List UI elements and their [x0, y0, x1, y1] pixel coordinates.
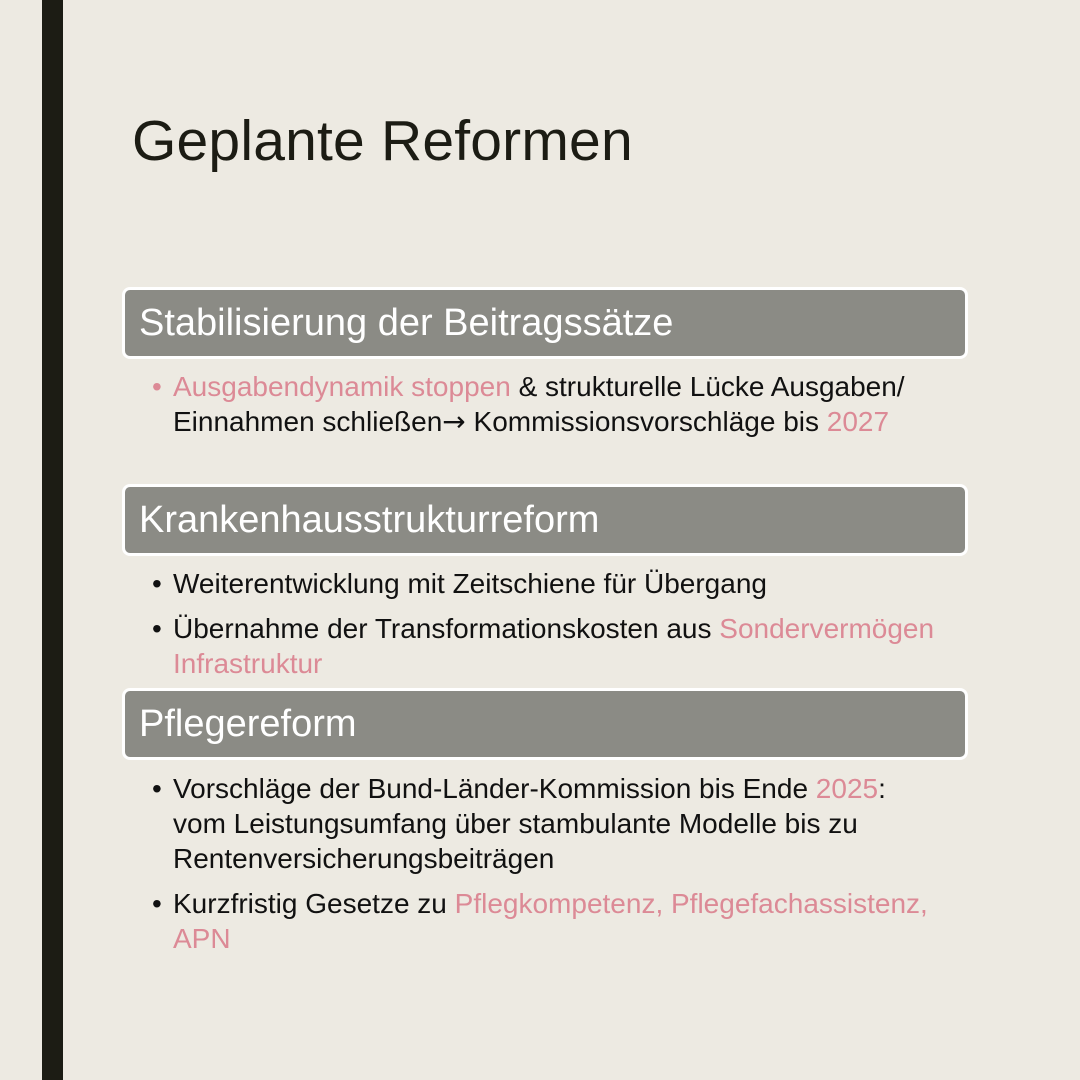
- highlight-text: Sondervermögen Infrastruktur: [173, 613, 935, 679]
- bullet-list-krankenhaus: [152, 566, 942, 691]
- highlight-year: 2025: [815, 773, 879, 804]
- bullet-dot: •: [152, 773, 162, 804]
- bullet-dot: •: [152, 371, 162, 402]
- bullet-text: Kurzfristig Gesetze zu: [173, 888, 455, 919]
- bullet-list-pflegereform: [152, 771, 942, 966]
- left-accent-bar: [42, 0, 63, 1080]
- highlight-text: Ausgabendynamik stoppen: [173, 371, 511, 402]
- list-item: [152, 566, 942, 601]
- bullet-text: Kommissionsvorschläge bis: [465, 406, 827, 437]
- highlight-year: 2027: [826, 406, 890, 437]
- section-header-beitragssaetze: Stabilisierung der Beitragssätze: [122, 287, 968, 359]
- bullet-text: Übernahme der Transformationskosten aus: [173, 613, 720, 644]
- bullet-dot: •: [152, 888, 162, 919]
- bullet-dot: •: [152, 613, 162, 644]
- section-header-pflegereform: Pflegereform: [122, 688, 968, 760]
- list-item: [152, 369, 942, 439]
- bullet-list-beitragssaetze: [152, 369, 942, 449]
- list-item: [152, 771, 942, 876]
- bullet-text: & strukturelle Lücke Ausgaben/ Einnahmen schließen: [173, 371, 905, 437]
- section-header-krankenhaus: Krankenhausstrukturreform: [122, 484, 968, 556]
- bullet-text: : vom Leistungsumfang über stambulante Modelle bis zu Rentenversicherungsbeiträgen: [173, 773, 886, 874]
- bullet-text: Weiterentwicklung mit Zeitschiene für Übergang: [173, 568, 767, 599]
- highlight-text: Pflegkompetenz, Pflegefachassistenz, APN: [173, 888, 928, 954]
- bullet-dot: •: [152, 568, 162, 599]
- bullet-text: Vorschläge der Bund-Länder-Kommission bis Ende: [173, 773, 816, 804]
- arrow-right-icon: →: [442, 405, 466, 438]
- list-item: [152, 886, 942, 956]
- slide-title: Geplante Reformen: [132, 109, 633, 173]
- list-item: [152, 611, 942, 681]
